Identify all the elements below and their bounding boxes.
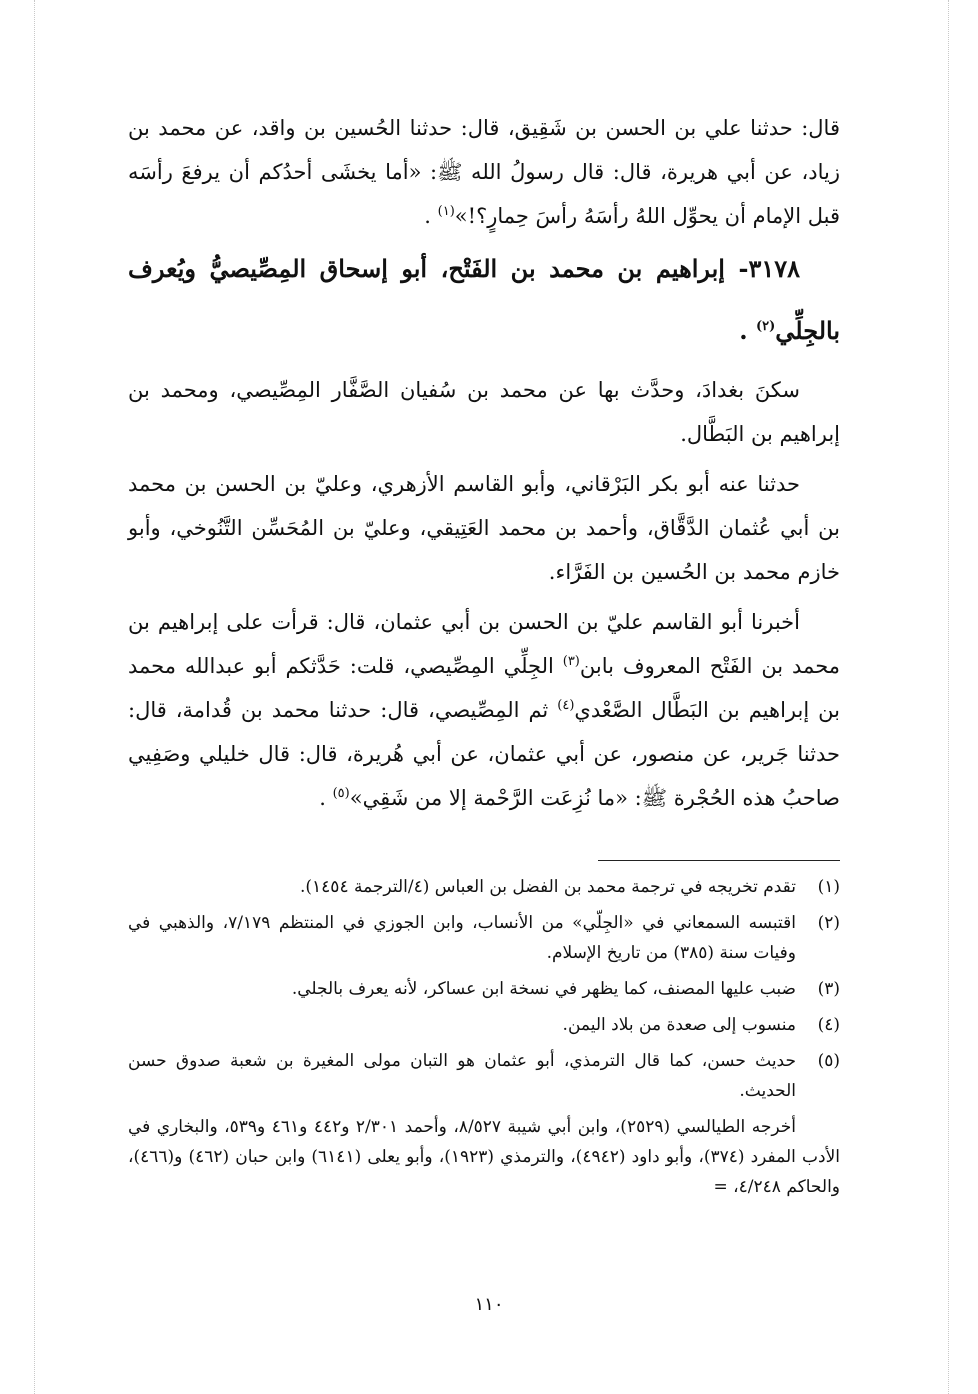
scan-edge-right (948, 0, 949, 1394)
footnote-ref: (١) (437, 204, 455, 219)
footnote-number: (٥) (817, 1051, 840, 1071)
paragraph-text: حدثنا عنه أبو بكر البَرْقاني، وأبو القاسم الأزهري، وعليّ بن الحسن بن محمد بن أبي عُثمان الدَّقَّاق، وأحمد بن محمد العَتِيقي، وعليّ بن المُحَسِّن التَّنُوخي، وأبو خازم محمد بن الحُسين بن الفَرَّاء. (128, 472, 840, 584)
footnote-ref: (٤) (557, 698, 575, 713)
footnote-separator (598, 860, 840, 861)
paragraph-hadith-1 (128, 106, 840, 238)
paragraph-text: ثم المِصِّيصي، قال: حدثنا محمد بن قُدامة، قال: حدثنا جَرير، عن منصور، عن أبي عثمان، عن أبي هُريرة، قال: قال خليلي وصَفِيي صاحبُ هذه الحُجْرة ﷺ: «ما نُزِعَت الرَّحْمة إلا من شَقِي» (128, 698, 840, 810)
footnote-number: (٤) (817, 1015, 840, 1035)
footnote-item (128, 974, 840, 1004)
footnote-ref: (٢) (755, 319, 776, 334)
footnote-ref: (٥) (332, 786, 350, 801)
footnotes (128, 872, 840, 1202)
footnote-continuation: أخرجه الطيالسي (٢٥٢٩)، وابن أبي شيبة ٨/٥٢٧، وأحمد ٢/٣٠١ و٤٤٢ و٤٦١ و٥٣٩، والبخاري في الأدب المفرد (٣٧٤)، وأبو داود (٤٩٤٢)، والترمذي (١٩٢٣)، وأبو يعلى (٦١٤١) وابن حبان (٤٦٢) و(٤٦٦)، والحاكم ٤/٢٤٨، = (128, 1117, 840, 1197)
footnote-number: (١) (817, 877, 840, 897)
page-number: ١١٠ (474, 1294, 504, 1315)
paragraph-end: . (319, 786, 333, 810)
footnote-number: (٣) (817, 979, 840, 999)
footnote-text: منسوب إلى صعدة من بلاد اليمن. (562, 1015, 796, 1035)
footnote-text: اقتبسه السمعاني في «الجِلّي» من الأنساب، وابن الجوزي في المنتظم ٧/١٧٩، والذهبي في وفيات سنة (٣٨٥) من تاريخ الإسلام. (128, 913, 796, 963)
footnote-item (128, 908, 840, 968)
footnote-item (128, 1010, 840, 1040)
heading-end: . (739, 316, 756, 345)
paragraph-narrators (128, 462, 840, 594)
paragraph-end: . (424, 204, 438, 228)
paragraph-hadith-2 (128, 600, 840, 820)
footnote-number: (٢) (817, 913, 840, 933)
paragraph-text: سكنَ بغدادَ، وحدَّث بها عن محمد بن سُفيان الصَّفَّار المِصِّيصي، ومحمد بن إبراهيم بن البَطَّال. (128, 378, 840, 446)
main-text (128, 106, 840, 820)
footnote-text: حديث حسن، كما قال الترمذي، أبو عثمان هو التبان مولى المغيرة بن شعبة صدوق حسن الحديث. (128, 1051, 796, 1101)
biography-heading (128, 238, 840, 362)
paragraph-text: الجِلِّي المِصِّيصي، قلت: حَدَّثكم أبو عبدالله محمد بن إبراهيم بن البَطَّال الصَّعْدي (128, 654, 840, 722)
scan-edge-left (34, 0, 35, 1394)
paragraph-text: قال: حدثنا علي بن الحسن بن شَقِيق، قال: حدثنا الحُسين بن واقد، عن محمد بن زياد، عن أبي هريرة، قال: قال رسولُ الله ﷺ: «أما يخشَى أحدُكم أن يرفعَ رأسَه قبل الإمام أن يحوِّل اللهُ رأسَهُ رأسَ حِمارٍ؟!» (128, 116, 840, 228)
paragraph-text: أخبرنا أبو القاسم عليّ بن الحسن بن أبي عثمان، قال: قرأت على إبراهيم بن محمد بن الفَتْح المعروف بابن (128, 610, 840, 678)
footnote-ref: (٣) (562, 654, 580, 669)
footnote-text: ضبب عليها المصنف، كما يظهر في نسخة ابن عساكر، لأنه يعرف بالجلي. (291, 979, 796, 999)
footnote-item (128, 872, 840, 902)
footnote-text: تقدم تخريجه في ترجمة محمد بن الفضل بن العباس (٤/الترجمة ١٤٥٤). (300, 877, 796, 897)
footnote-item (128, 1046, 840, 1106)
heading-text: ٣١٧٨- إبراهيم بن محمد بن الفَتْح، أبو إسحاق المِصِّيصيُّ ويُعرف بالجِلِّي (128, 254, 840, 345)
paragraph-residence (128, 368, 840, 456)
